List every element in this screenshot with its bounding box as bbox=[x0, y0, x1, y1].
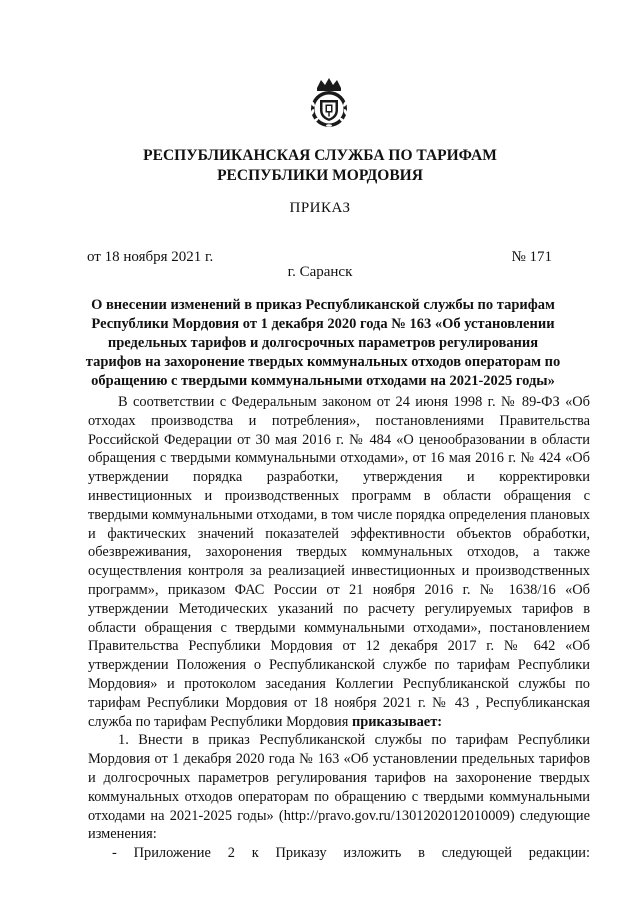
organization-name bbox=[0, 146, 640, 186]
document-date: от 18 ноября 2021 г. bbox=[87, 249, 214, 265]
organization-name-line2: РЕСПУБЛИКИ МОРДОВИЯ bbox=[217, 167, 423, 184]
preamble-text: В соответствии с Федеральным законом от 24 июня 1998 г. № 89-ФЗ «Об отходах производства и потребления», постановлениями Правительства Российской Федерации от 30 мая 2016 г. № 484 «О ценообразовании в области обращения с твердыми коммунальными отходами», от 16 мая 2016 г. № 424 «Об утверждении порядка разработки, утверждения и корректировки инвестиционных и производственных программ в области обращения с твердыми коммунальными отходами, в том числе порядка определения плановых и фактических значений показателей эффективности объектов обработки, обезвреживания, захоронения твердых коммунальных отходов, а также осуществления контроля за реализацией инвестиционных и производственных программ», приказом ФАС России от 21 ноября 2016 г. № 1638/16 «Об утверждении Методических указаний по расчету регулируемых тарифов в области обращения с твердыми коммунальными отходами», постановлением Правительства Республики Мордовия от 12 декабря 2017 г. № 642 «Об утверждении Положения о Республиканской службе по тарифам Республики Мордовия» и протоколом заседания Коллегии Республиканской службы по тарифам Республики Мордовия от 18 ноября 2021 г. № 43 , Республиканская служба по тарифам Республики Мордовия bbox=[88, 394, 590, 730]
document-subject: О внесении изменений в приказ Республиканской службы по тарифам Республики Мордовия от 1 декабря 2020 года № 163 «Об установлении предельных тарифов и долгосрочных параметров регулирования тарифов на захоронение твердых коммунальных отходов операторам по обращению с твердыми коммунальными отходами на 2021-2025 годы» bbox=[85, 297, 561, 389]
item-1-subitem: - Приложение 2 к Приказу изложить в следующей редакции: bbox=[112, 845, 590, 862]
preamble-paragraph bbox=[88, 393, 590, 731]
coat-of-arms-emblem bbox=[307, 76, 351, 130]
preamble-bold-verb: приказывает: bbox=[351, 713, 443, 730]
organization-name-line1: РЕСПУБЛИКАНСКАЯ СЛУЖБА ПО ТАРИФАМ bbox=[143, 147, 497, 164]
item-1-paragraph: 1. Внести в приказ Республиканской службы по тарифам Республики Мордовия от 1 декабря 2020 года № 163 «Об установлении предельных тарифов и долгосрочных параметров регулирования тарифов на захоронение твердых коммунальных отходов операторам по обращению с твердыми коммунальными отходами на 2021-2025 годы» (http://pravo.gov.ru/1301202012010009) следующие изменения: bbox=[88, 732, 590, 843]
document-body bbox=[88, 393, 590, 863]
document-type: ПРИКАЗ bbox=[289, 200, 351, 216]
document-number: № 171 bbox=[511, 249, 552, 265]
document-city: г. Саранск bbox=[287, 264, 353, 280]
